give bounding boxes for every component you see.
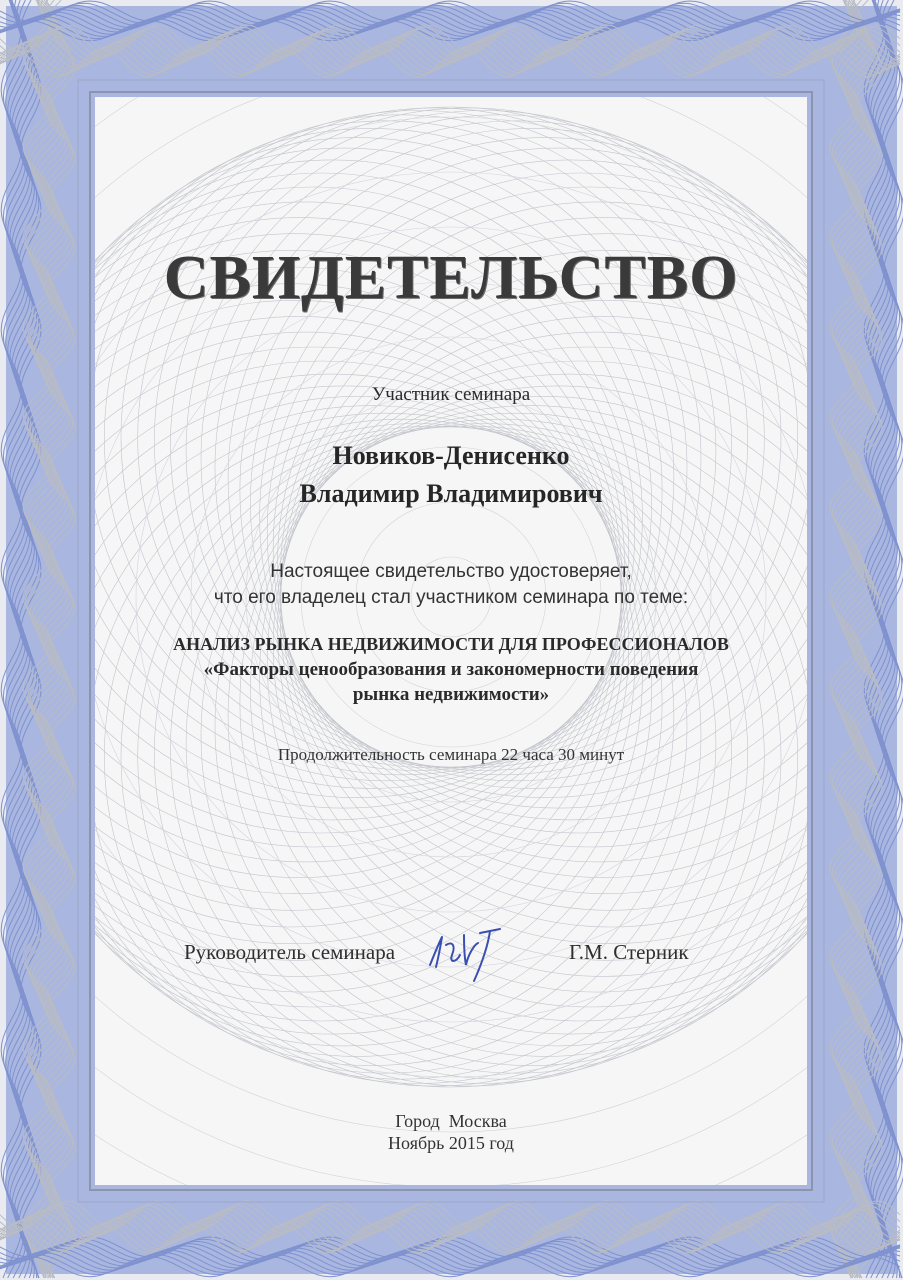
participant-label: Участник семинара [371,384,531,405]
certify-text-line2: что его владелец стал участником семинара по теме: [213,587,689,608]
seminar-topic-line1: АНАЛИЗ РЫНКА НЕДВИЖИМОСТИ ДЛЯ ПРОФЕССИОНАЛОВ [173,634,729,654]
certificate-title: СВИДЕТЕЛЬСТВО [163,244,739,312]
participant-surname: Новиков-Денисенко [332,441,570,470]
issue-city: Город Москва [395,1111,507,1131]
seminar-topic-line3: рынка недвижимости» [352,684,550,705]
signatory-label: Руководитель семинара [184,940,396,964]
signatory-name: Г.М. Стерник [569,940,689,964]
participant-given-names: Владимир Владимирович [299,479,603,508]
seminar-duration: Продолжительность семинара 22 часа 30 минут [277,745,625,764]
issue-date: Ноябрь 2015 год [388,1133,514,1153]
certificate-body [95,97,807,1185]
seminar-topic-line2: «Факторы ценообразования и закономерности поведения [203,659,699,680]
certify-text-line1: Настоящее свидетельство удостоверяет, [270,561,632,582]
handwritten-signature [420,915,510,995]
